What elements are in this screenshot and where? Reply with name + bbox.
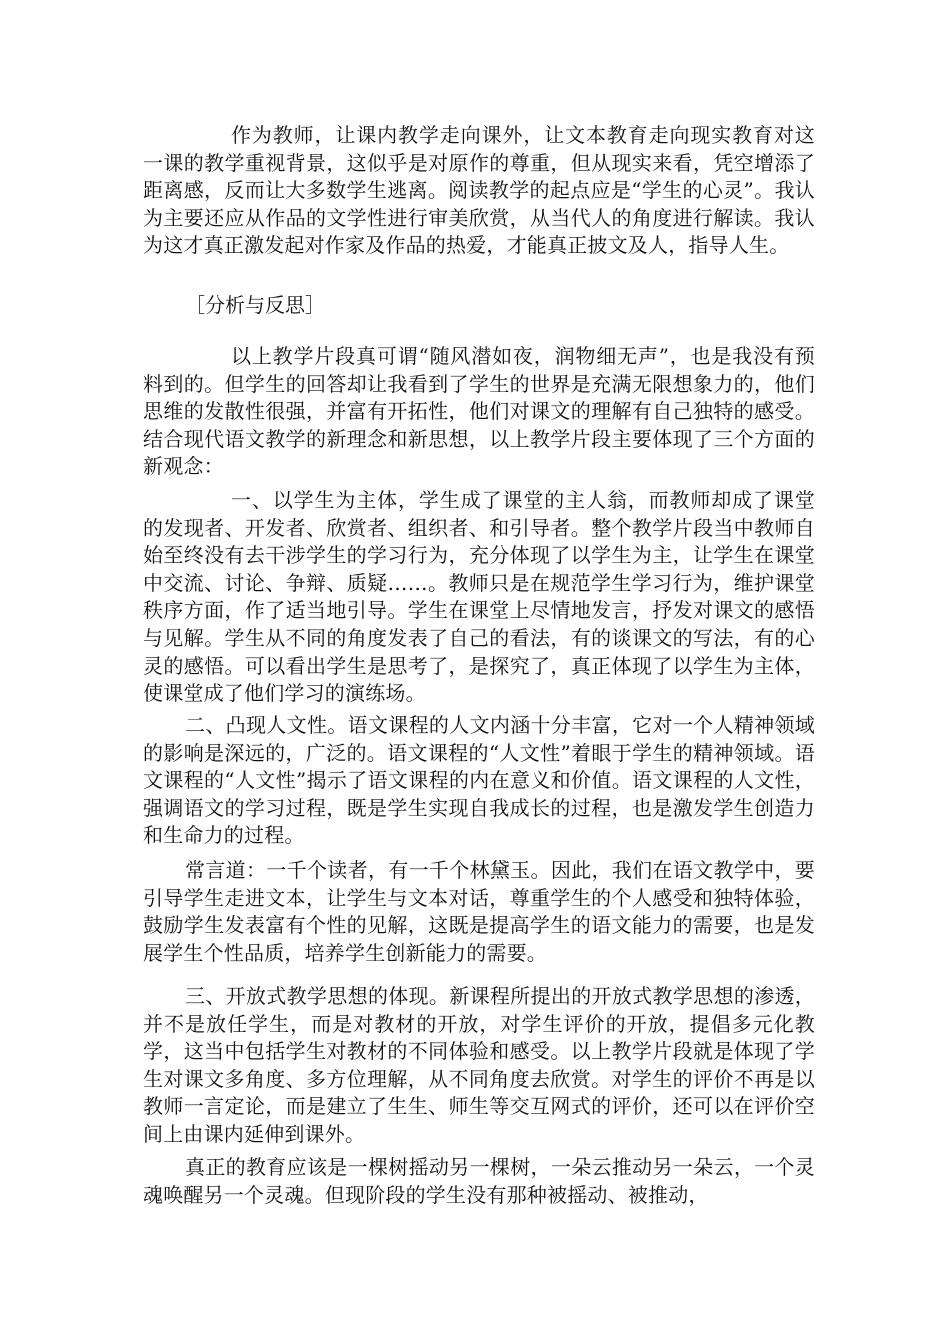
paragraph-teacher-role: 作为教师，让课内教学走向课外，让文本教育走向现实教育对这一课的教学重视背景，这似乎是对原作的尊重，但从现实来看，凭空增添了距离感，反而让大多数学生逃离。阅读教学的起点应是“学生的心灵”。我认为主要还应从作品的文学性进行审美欣赏，从当代人的角度进行解读。我认为这才真正激发起对作家及作品的热爱，才能真正披文及人，指导人生。 <box>143 123 815 258</box>
paragraph-true-education: 真正的教育应该是一棵树摇动另一棵树，一朵云推动另一朵云，一个灵魂唤醒另一个灵魂。但现阶段的学生没有那种被摇动、被推动， <box>143 1155 815 1207</box>
paragraph-saying: 常言道：一千个读者，有一千个林黛玉。因此，我们在语文教学中，要引导学生走进文本，让学生与文本对话，尊重学生的个人感受和独特体验，鼓励学生发表富有个性的见解，这既是提高学生的语文能力的需要，也是发展学生个性品质，培养学生创新能力的需要。 <box>143 858 815 965</box>
paragraph-point-two: 二、凸现人文性。语文课程的人文内涵十分丰富，它对一个人精神领域的影响是深远的，广泛的。语文课程的“人文性”着眼于学生的精神领域。语文课程的“人文性”揭示了语文课程的内在意义和价值。语文课程的人文性，强调语文的学习过程，既是学生实现自我成长的过程，也是激发学生创造力和生命力的过程。 <box>143 713 815 848</box>
section-heading-analysis: ［分析与反思］ <box>185 293 325 317</box>
paragraph-point-three: 三、开放式教学思想的体现。新课程所提出的开放式教学思想的渗透，并不是放任学生，而是对教材的开放，对学生评价的开放，提倡多元化教学，这当中包括学生对教材的不同体验和感受。以上教学片段就是体现了学生对课文多角度、多方位理解，从不同角度去欣赏。对学生的评价不再是以教师一言定论，而是建立了生生、师生等交互网式的评价，还可以在评价空间上由课内延伸到课外。 <box>143 984 815 1146</box>
paragraph-point-one: 一、以学生为主体，学生成了课堂的主人翁，而教师却成了课堂的发现者、开发者、欣赏者、组织者、和引导者。整个教学片段当中教师自始至终没有去干涉学生的学习行为，充分体现了以学生为主，让学生在课堂中交流、讨论、争辩、质疑……。教师只是在规范学生学习行为，维护课堂秩序方面，作了适当地引导。学生在课堂上尽情地发言，抒发对课文的感悟与见解。学生从不同的角度发表了自己的看法，有的谈课文的写法，有的心灵的感悟。可以看出学生是思考了，是探究了，真正体现了以学生为主体，使课堂成了他们学习的演练场。 <box>143 488 815 706</box>
paragraph-teaching-segment: 以上教学片段真可谓“随风潜如夜，润物细无声”，也是我没有预料到的。但学生的回答却让我看到了学生的世界是充满无限想象力的，他们思维的发散性很强，并富有开拓性，他们对课文的理解有自己独特的感受。结合现代语文教学的新理念和新思想，以上教学片段主要体现了三个方面的新观念： <box>143 344 815 479</box>
